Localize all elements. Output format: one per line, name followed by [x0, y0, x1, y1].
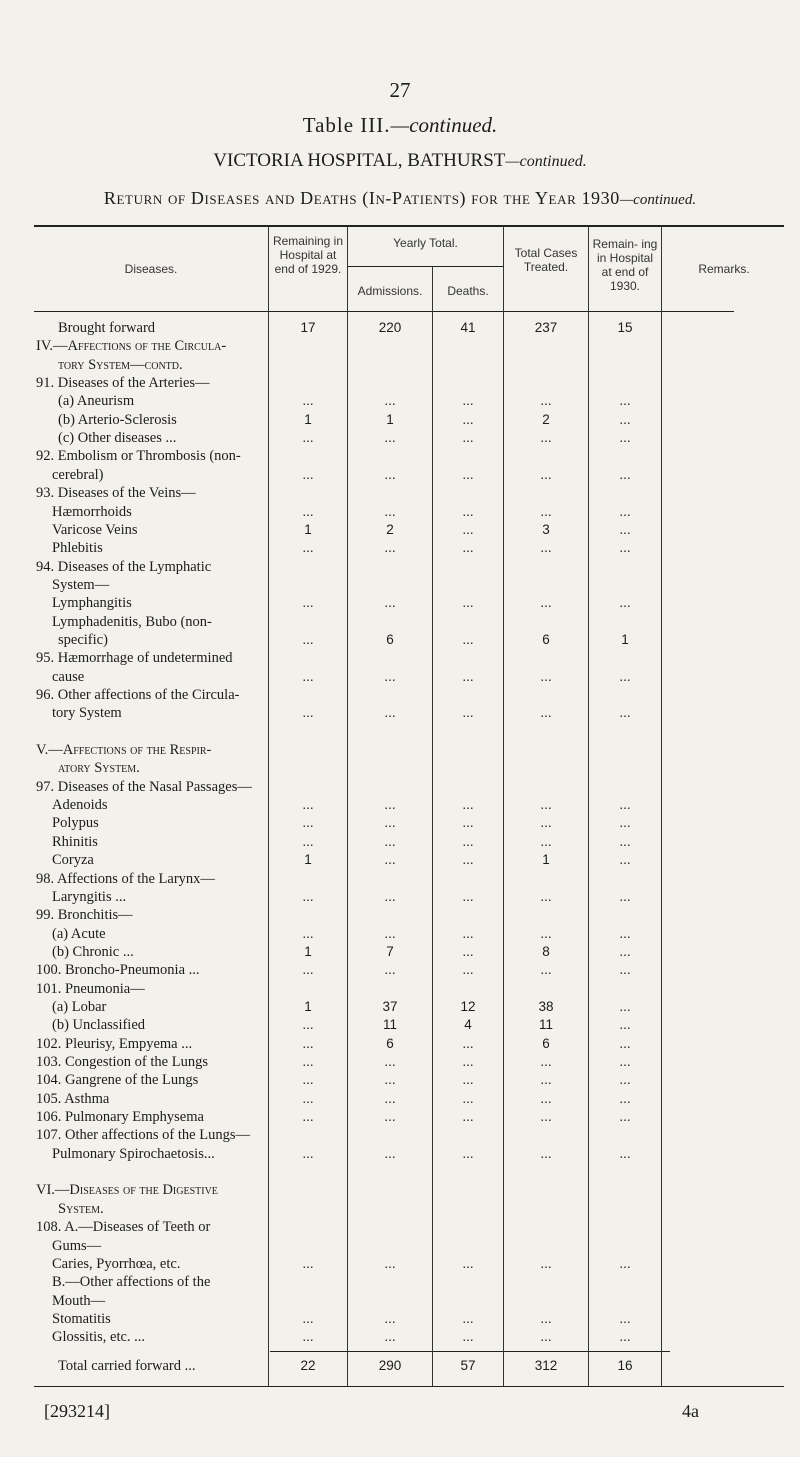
cell-cases-treated: ... [540, 466, 552, 482]
row-label: atory System. [58, 760, 140, 777]
row-label: Mouth— [52, 1292, 106, 1309]
row-label: System. [58, 1200, 104, 1217]
table-row [0, 1125, 800, 1145]
hospital-heading [0, 150, 800, 172]
cell-deaths: ... [462, 430, 474, 446]
total-row [0, 1356, 800, 1376]
cell-deaths: ... [462, 1329, 474, 1345]
cell-remaining-1929: 1 [304, 943, 312, 959]
row-label: Gums— [52, 1237, 102, 1254]
cell-admissions: ... [384, 595, 396, 611]
row-label: Varicose Veins [52, 521, 138, 538]
hospital-name: VICTORIA HOSPITAL, BATHURST [213, 150, 506, 171]
cell-admissions: ... [384, 430, 396, 446]
cell-admissions: ... [384, 962, 396, 978]
cell-remaining-1929: ... [302, 1310, 314, 1326]
table-row [0, 502, 800, 522]
cell-cases-treated: ... [540, 1145, 552, 1161]
table-title-text: Table III. [302, 113, 391, 137]
cell-remaining-1929: ... [302, 1109, 314, 1125]
cell-cases-treated: 1 [542, 852, 550, 868]
cell-remaining-1930: ... [619, 998, 631, 1014]
cell-remaining-1929: 1 [304, 521, 312, 537]
cell-remaining-1929: ... [302, 1255, 314, 1271]
cell-cases-treated: 3 [542, 521, 550, 537]
table-row [0, 483, 800, 503]
table-row [0, 557, 800, 577]
cell-remaining-1929: ... [302, 925, 314, 941]
table-row [0, 667, 800, 687]
cell-deaths: 41 [460, 320, 476, 335]
cell-remaining-1930: 1 [621, 631, 629, 647]
cell-remaining-1930: ... [619, 888, 631, 904]
table-row [0, 1034, 800, 1054]
cell-cases-treated: ... [540, 595, 552, 611]
cell-remaining-1930: ... [619, 1017, 631, 1033]
cell-cases-treated: 38 [538, 998, 554, 1014]
table-row [0, 1254, 800, 1274]
total-admissions: 290 [378, 1358, 402, 1373]
table-row [0, 1217, 800, 1237]
cell-remaining-1929: ... [302, 430, 314, 446]
cell-deaths: ... [462, 1035, 474, 1051]
table-row [0, 612, 800, 632]
cell-deaths: ... [462, 943, 474, 959]
cell-admissions: 2 [386, 521, 394, 537]
cell-remaining-1930: ... [619, 1329, 631, 1345]
row-label: (a) Acute [52, 925, 106, 942]
table-row [0, 355, 800, 375]
table-row [0, 869, 800, 889]
cell-deaths: ... [462, 962, 474, 978]
cell-remaining-1929: ... [302, 1017, 314, 1033]
table-row [0, 850, 800, 870]
header-yearly-total: Yearly Total. [393, 236, 458, 250]
cell-deaths: ... [462, 925, 474, 941]
table-row [0, 428, 800, 448]
cell-deaths: ... [462, 1090, 474, 1106]
table-row [0, 685, 800, 705]
cell-remaining-1930: ... [619, 925, 631, 941]
table-row [0, 1327, 800, 1347]
row-label: 91. Diseases of the Arteries— [36, 375, 210, 392]
row-label: specific) [58, 631, 108, 648]
row-label: Laryngitis ... [52, 888, 127, 905]
sheet-mark: 4a [682, 1401, 699, 1421]
table-top-rule [34, 225, 784, 227]
cell-deaths: 4 [464, 1017, 472, 1033]
row-label: 107. Other affections of the Lungs— [36, 1127, 250, 1144]
row-label: 101. Pneumonia— [36, 980, 145, 997]
row-label: Stomatitis [52, 1310, 111, 1327]
row-label: cerebral) [52, 466, 104, 483]
cell-remaining-1929: ... [302, 833, 314, 849]
cell-admissions: 6 [386, 1035, 394, 1051]
row-label: 99. Bronchitis— [36, 907, 133, 924]
cell-remaining-1929: 1 [304, 411, 312, 427]
cell-remaining-1929: ... [302, 815, 314, 831]
cell-deaths: ... [462, 521, 474, 537]
cell-remaining-1930: ... [619, 1054, 631, 1069]
cell-deaths: ... [462, 411, 474, 427]
cell-remaining-1930: ... [619, 430, 631, 446]
row-label: 96. Other affections of the Circula- [36, 687, 240, 703]
cell-cases-treated: ... [540, 1329, 552, 1345]
table-row [0, 1107, 800, 1127]
cell-deaths: ... [462, 815, 474, 831]
footer-reference: [293214] [44, 1401, 110, 1421]
cell-remaining-1929: ... [302, 705, 314, 721]
header-diseases: Diseases. [124, 262, 178, 276]
cell-remaining-1929: 1 [304, 998, 312, 1014]
row-label: IV.—Affections of the Circula- [36, 338, 227, 355]
table-row [0, 373, 800, 393]
cell-remaining-1929: ... [302, 888, 314, 904]
table-title [0, 113, 800, 138]
cell-admissions: 37 [382, 998, 398, 1014]
cell-remaining-1930: ... [619, 815, 631, 831]
cell-remaining-1930: ... [619, 595, 631, 611]
row-label: 108. A.—Diseases of Teeth or [36, 1219, 211, 1236]
header-remarks: Remarks. [698, 262, 750, 276]
row-label: V.—Affections of the Respir- [36, 742, 212, 759]
cell-cases-treated: ... [540, 503, 552, 519]
cell-admissions: ... [384, 852, 396, 868]
table-row [0, 1236, 800, 1256]
cell-deaths: ... [462, 833, 474, 849]
table-row [0, 1089, 800, 1109]
cell-cases-treated: ... [540, 797, 552, 813]
table-row [0, 960, 800, 980]
table-row [0, 1162, 800, 1182]
cell-cases-treated: ... [540, 1090, 552, 1106]
cell-cases-treated: ... [540, 1072, 552, 1088]
cell-remaining-1930: ... [619, 1310, 631, 1326]
cell-cases-treated: ... [540, 1255, 552, 1271]
cell-admissions: ... [384, 668, 396, 684]
cell-remaining-1930: ... [619, 962, 631, 978]
total-rule [270, 1351, 670, 1352]
cell-cases-treated: ... [540, 962, 552, 978]
table-row [0, 1272, 800, 1292]
header-admissions: Admissions. [357, 284, 423, 298]
row-label: 103. Congestion of the Lungs [36, 1054, 208, 1070]
cell-cases-treated: 2 [542, 411, 550, 427]
cell-remaining-1930: ... [619, 466, 631, 482]
total-label: Total carried forward ... [58, 1358, 196, 1374]
table-row [0, 1291, 800, 1311]
row-label: (b) Chronic ... [52, 943, 134, 960]
cell-deaths: ... [462, 631, 474, 647]
cell-remaining-1930: ... [619, 503, 631, 519]
row-label: 95. Hæmorrhage of undetermined [36, 650, 233, 667]
yearly-total-subrule [348, 266, 503, 267]
row-label: 97. Diseases of the Nasal Passages— [36, 778, 252, 795]
cell-deaths: ... [462, 705, 474, 721]
header-bottom-rule [34, 311, 734, 312]
table-row [0, 703, 800, 723]
cell-remaining-1930: ... [619, 797, 631, 813]
cell-remaining-1929: ... [302, 393, 314, 409]
cell-deaths: 12 [460, 998, 476, 1014]
cell-deaths: ... [462, 1054, 474, 1069]
row-label: (a) Aneurism [58, 393, 135, 410]
table-row [0, 1144, 800, 1164]
table-row [0, 813, 800, 833]
cell-deaths: ... [462, 1145, 474, 1161]
page-number: 27 [389, 78, 411, 102]
row-label: 93. Diseases of the Veins— [36, 485, 196, 502]
cell-cases-treated: ... [540, 833, 552, 849]
header-remaining-1930: Remain- ing in Hospital at end of 1930. [592, 237, 658, 293]
row-label: 102. Pleurisy, Empyema ... [36, 1035, 193, 1052]
table-row [0, 795, 800, 815]
cell-remaining-1929: ... [302, 631, 314, 647]
cell-remaining-1929: ... [302, 466, 314, 482]
cell-deaths: ... [462, 466, 474, 482]
table-row [0, 905, 800, 925]
cell-cases-treated: 6 [542, 1035, 550, 1051]
table-row [0, 1309, 800, 1329]
table-row [0, 777, 800, 797]
cell-deaths: ... [462, 540, 474, 556]
header-total-cases: Total Cases Treated. [514, 246, 578, 274]
cell-remaining-1929: ... [302, 1054, 314, 1069]
cell-admissions: ... [384, 1145, 396, 1161]
cell-cases-treated: 8 [542, 943, 550, 959]
row-label: Pulmonary Spirochaetosis... [52, 1145, 215, 1162]
cell-remaining-1930: ... [619, 668, 631, 684]
cell-cases-treated: 11 [538, 1017, 553, 1033]
table-row [0, 722, 800, 742]
row-label: Adenoids [52, 797, 108, 814]
table-row [0, 520, 800, 540]
row-label: VI.—Diseases of the Digestive [36, 1182, 218, 1199]
cell-remaining-1930: ... [619, 833, 631, 849]
header-remaining-1929: Remaining in Hospital at end of 1929. [272, 234, 344, 276]
cell-admissions: ... [384, 705, 396, 721]
row-label: tory System—contd. [58, 356, 183, 373]
cell-remaining-1930: ... [619, 1035, 631, 1051]
cell-remaining-1929: 1 [304, 852, 312, 868]
cell-deaths: ... [462, 668, 474, 684]
cell-cases-treated: ... [540, 1054, 552, 1069]
table-row [0, 336, 800, 356]
cell-admissions: 1 [386, 411, 394, 427]
row-label: Glossitis, etc. ... [52, 1329, 146, 1346]
cell-admissions: ... [384, 888, 396, 904]
cell-deaths: ... [462, 1109, 474, 1125]
return-title-text: Return of Diseases and Deaths (In-Patients) for the Year 1930 [103, 188, 620, 208]
row-label: Lymphadenitis, Bubo (non- [52, 613, 212, 630]
cell-admissions: ... [384, 540, 396, 556]
cell-cases-treated: ... [540, 668, 552, 684]
cell-deaths: ... [462, 1255, 474, 1271]
cell-remaining-1929: ... [302, 1072, 314, 1088]
row-label: (b) Unclassified [52, 1017, 146, 1034]
cell-admissions: ... [384, 1072, 396, 1088]
cell-cases-treated: ... [540, 705, 552, 721]
cell-cases-treated: ... [540, 430, 552, 446]
table-row [0, 410, 800, 430]
cell-deaths: ... [462, 1072, 474, 1088]
table-row [0, 465, 800, 485]
table-row [0, 832, 800, 852]
cell-remaining-1929: ... [302, 503, 314, 519]
table-row [0, 391, 800, 411]
cell-admissions: ... [384, 833, 396, 849]
row-label: 104. Gangrene of the Lungs [36, 1072, 199, 1089]
cell-admissions: ... [384, 815, 396, 831]
cell-cases-treated: ... [540, 540, 552, 556]
cell-remaining-1929: ... [302, 797, 314, 813]
cell-cases-treated: ... [540, 815, 552, 831]
table-row [0, 648, 800, 668]
cell-deaths: ... [462, 888, 474, 904]
table-row [0, 538, 800, 558]
table-row [0, 997, 800, 1017]
cell-deaths: ... [462, 595, 474, 611]
row-label: tory System [52, 705, 122, 722]
cell-remaining-1930: ... [619, 1145, 631, 1161]
row-label: (a) Lobar [52, 998, 107, 1015]
cell-remaining-1929: 17 [300, 320, 316, 335]
row-label: Rhinitis [52, 833, 98, 850]
cell-admissions: ... [384, 1054, 396, 1069]
total-cases-treated: 312 [534, 1358, 558, 1373]
cell-cases-treated: 237 [534, 320, 558, 335]
cell-admissions: ... [384, 1090, 396, 1106]
cell-remaining-1930: ... [619, 943, 631, 959]
table-row [0, 1070, 800, 1090]
row-label: Caries, Pyorrhœa, etc. [52, 1255, 181, 1272]
table-row [0, 1015, 800, 1035]
table-row [0, 740, 800, 760]
row-label: System— [52, 576, 110, 593]
table-row [0, 318, 800, 338]
cell-remaining-1929: ... [302, 1090, 314, 1106]
cell-cases-treated: ... [540, 888, 552, 904]
total-remaining-1929: 22 [300, 1358, 316, 1373]
row-label: 100. Broncho-Pneumonia ... [36, 962, 200, 979]
cell-admissions: ... [384, 797, 396, 813]
cell-remaining-1930: ... [619, 540, 631, 556]
row-label: (b) Arterio-Sclerosis [58, 411, 177, 428]
table-row [0, 758, 800, 778]
table-row [0, 446, 800, 466]
table-row [0, 942, 800, 962]
cell-admissions: 7 [386, 943, 394, 959]
cell-remaining-1930: ... [619, 705, 631, 721]
return-title [0, 188, 800, 209]
table-row [0, 1180, 800, 1200]
cell-remaining-1929: ... [302, 540, 314, 556]
cell-remaining-1930: ... [619, 393, 631, 409]
table-row [0, 887, 800, 907]
cell-cases-treated: ... [540, 393, 552, 409]
row-label: 98. Affections of the Larynx— [36, 870, 215, 887]
table-row [0, 1052, 800, 1072]
cell-remaining-1929: ... [302, 962, 314, 978]
row-label: 94. Diseases of the Lymphatic [36, 558, 212, 575]
cell-deaths: ... [462, 797, 474, 813]
cell-remaining-1929: ... [302, 668, 314, 684]
cell-remaining-1929: ... [302, 1329, 314, 1345]
table-row [0, 1199, 800, 1219]
cell-deaths: ... [462, 503, 474, 519]
cell-remaining-1930: ... [619, 1072, 631, 1088]
cell-admissions: ... [384, 466, 396, 482]
row-label: B.—Other affections of the [52, 1274, 211, 1291]
cell-admissions: 220 [378, 320, 402, 335]
cell-cases-treated: 6 [542, 631, 550, 647]
table-row [0, 924, 800, 944]
cell-admissions: ... [384, 1109, 396, 1125]
cell-admissions: ... [384, 503, 396, 519]
cell-admissions: 11 [382, 1017, 397, 1033]
row-label: Coryza [52, 852, 94, 869]
cell-admissions: ... [384, 1329, 396, 1345]
cell-remaining-1929: ... [302, 1145, 314, 1161]
cell-remaining-1930: ... [619, 1255, 631, 1271]
cell-remaining-1930: ... [619, 852, 631, 868]
row-label: 92. Embolism or Thrombosis (non- [36, 448, 241, 465]
cell-remaining-1930: ... [619, 521, 631, 537]
total-remaining-1930: 16 [617, 1358, 633, 1373]
row-label: Lymphangitis [52, 595, 132, 612]
row-label: 105. Asthma [36, 1090, 110, 1107]
cell-admissions: ... [384, 1255, 396, 1271]
cell-admissions: ... [384, 393, 396, 409]
cell-admissions: ... [384, 1310, 396, 1326]
cell-remaining-1930: ... [619, 1109, 631, 1125]
hospital-suffix: —continued. [505, 153, 587, 170]
cell-cases-treated: ... [540, 925, 552, 941]
table-row [0, 593, 800, 613]
table-title-suffix: —continued. [390, 113, 498, 137]
row-label: 106. Pulmonary Emphysema [36, 1109, 204, 1126]
table-row [0, 575, 800, 595]
row-label: Polypus [52, 815, 99, 832]
cell-remaining-1930: ... [619, 411, 631, 427]
cell-admissions: ... [384, 925, 396, 941]
row-label: Phlebitis [52, 540, 103, 557]
cell-deaths: ... [462, 393, 474, 409]
cell-deaths: ... [462, 1310, 474, 1326]
cell-remaining-1929: ... [302, 1035, 314, 1051]
cell-remaining-1929: ... [302, 595, 314, 611]
row-label: cause [52, 668, 85, 685]
row-label: (c) Other diseases ... [58, 430, 177, 447]
cell-remaining-1930: ... [619, 1090, 631, 1106]
return-title-suffix: —continued. [619, 192, 697, 208]
cell-cases-treated: ... [540, 1310, 552, 1326]
table-bottom-rule [34, 1386, 784, 1387]
total-deaths: 57 [460, 1358, 476, 1373]
table-row [0, 979, 800, 999]
header-deaths: Deaths. [447, 284, 489, 298]
cell-deaths: ... [462, 852, 474, 868]
row-label: Hæmorrhoids [52, 503, 132, 520]
cell-remaining-1930: 15 [617, 320, 633, 335]
cell-admissions: 6 [386, 631, 394, 647]
row-label: Brought forward [58, 320, 156, 336]
table-row [0, 630, 800, 650]
cell-cases-treated: ... [540, 1109, 552, 1125]
